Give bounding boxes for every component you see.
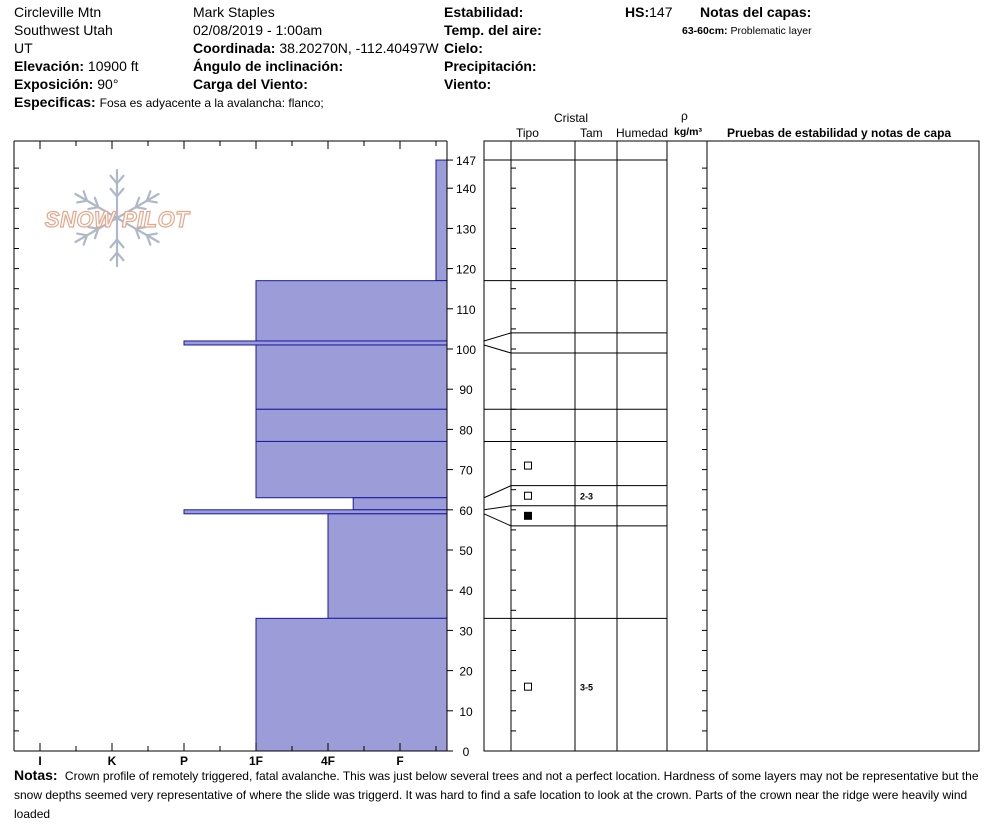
- layer-notes-label: Notas del capas:: [700, 4, 812, 20]
- depth-label-20: 20: [459, 664, 473, 679]
- depth-label-90: 90: [459, 383, 473, 398]
- layer-bar-7: [184, 510, 447, 514]
- depth-label-10: 10: [459, 704, 473, 719]
- size-header: Tam: [580, 126, 603, 140]
- region-name: Southwest Utah: [14, 22, 113, 38]
- air-temp-label: Temp. del aire:: [444, 22, 542, 38]
- hardness-label-F: F: [396, 754, 404, 768]
- crystal-symbol-0: [525, 462, 532, 469]
- depth-label-0: 0: [462, 745, 470, 759]
- observer-name: Mark Staples: [193, 4, 275, 20]
- sky-label: Cielo:: [444, 40, 483, 56]
- flake-branch: [77, 234, 87, 236]
- aspect-label: Exposición:: [14, 76, 94, 92]
- elevation-value: 10900 ft: [87, 58, 139, 74]
- layer-bar-2: [184, 341, 447, 345]
- specifics-value: Fosa es adyacente a la avalancha: flanco;: [99, 96, 324, 110]
- depth-label-60: 60: [459, 503, 473, 518]
- depth-label-50: 50: [459, 544, 473, 558]
- depth-label-30: 30: [459, 624, 473, 639]
- aspect-value: 90°: [97, 76, 119, 92]
- depth-label-80: 80: [459, 423, 473, 438]
- hardness-label-4F: 4F: [320, 754, 336, 768]
- layer-bar-8: [328, 514, 447, 619]
- layer-bar-3: [256, 345, 447, 409]
- hardness-label-I: I: [38, 754, 42, 768]
- notes-section: [14, 766, 989, 824]
- flake-branch: [147, 201, 157, 203]
- state-name: UT: [14, 40, 33, 56]
- crystal-symbol-3: [525, 683, 532, 690]
- flake-branch: [77, 201, 87, 203]
- wind-load-label: Carga del Viento:: [193, 76, 308, 92]
- depth-label-110: 110: [456, 302, 476, 317]
- crystal-symbol-1: [525, 492, 532, 499]
- observation-datetime: 02/08/2019 - 1:00am: [193, 22, 323, 38]
- density-unit-header: kg/m³: [674, 126, 703, 138]
- layer-bar-5: [256, 441, 447, 497]
- hardness-label-K: K: [107, 754, 117, 768]
- notes-label: Notas:: [14, 767, 58, 783]
- snow-height-label: HS:: [625, 4, 650, 20]
- depth-label-40: 40: [459, 584, 473, 599]
- snow-height-value: 147: [649, 4, 673, 20]
- elevation-label: Elevación:: [14, 58, 85, 74]
- crystal-size-1: 2-3: [580, 491, 594, 502]
- layer-bar-0: [436, 160, 447, 281]
- rho-header: ρ: [681, 109, 688, 123]
- notes-text: Crown profile of remotely triggered, fatal avalanche. This was just below several trees and not a perfect location. Hardness of some layers may not be representative but the snow depths seemed very representative of where the slide was triggerd. It was hard to find a safe location to look at the crown. Parts of the crown near the ridge were heavily wind loaded: [14, 769, 979, 821]
- table-frame: [484, 141, 979, 751]
- layer-bar-9: [256, 618, 447, 751]
- logo-text: SNOW PILOT: [44, 207, 190, 232]
- hardness-label-1F: 1F: [248, 754, 264, 768]
- depth-label-147: 147: [455, 154, 477, 169]
- type-header: Tipo: [516, 126, 539, 140]
- flake-branch: [147, 234, 157, 236]
- tests-header: Pruebas de estabilidad y notas de capa: [727, 126, 952, 140]
- depth-label-70: 70: [459, 463, 473, 478]
- chart-frame: [14, 141, 979, 751]
- layer-bar-4: [256, 409, 447, 441]
- layer-bar-1: [256, 281, 447, 341]
- wind-label: Viento:: [444, 76, 492, 92]
- coordinate-label: Coordinada:: [193, 40, 276, 56]
- moisture-header: Humedad: [616, 126, 669, 140]
- precipitation-label: Precipitación:: [444, 58, 537, 74]
- specifics-label: Especificas:: [14, 94, 96, 110]
- snowpilot-logo: [45, 170, 190, 266]
- hardness-layers: [184, 160, 447, 751]
- location-name: Circleville Mtn: [14, 4, 102, 20]
- depth-label-140: 140: [455, 182, 477, 197]
- stability-label: Estabilidad:: [444, 4, 524, 20]
- crystal-size-3: 3-5: [580, 682, 594, 693]
- crystal-symbol-2: [525, 512, 532, 519]
- layer-note-text: Problematic layer: [730, 25, 812, 37]
- depth-label-100: 100: [455, 343, 477, 357]
- layer-note-range: 63-60cm:: [682, 25, 728, 37]
- hardness-label-P: P: [179, 754, 189, 768]
- slope-angle-label: Ángulo de inclinación:: [193, 58, 344, 74]
- layer-bar-6: [353, 498, 447, 510]
- coordinate-value: 38.20270N, -112.40497W: [279, 40, 439, 56]
- crystal-header: Cristal: [554, 111, 589, 125]
- depth-label-120: 120: [455, 262, 477, 277]
- depth-label-130: 130: [455, 222, 477, 237]
